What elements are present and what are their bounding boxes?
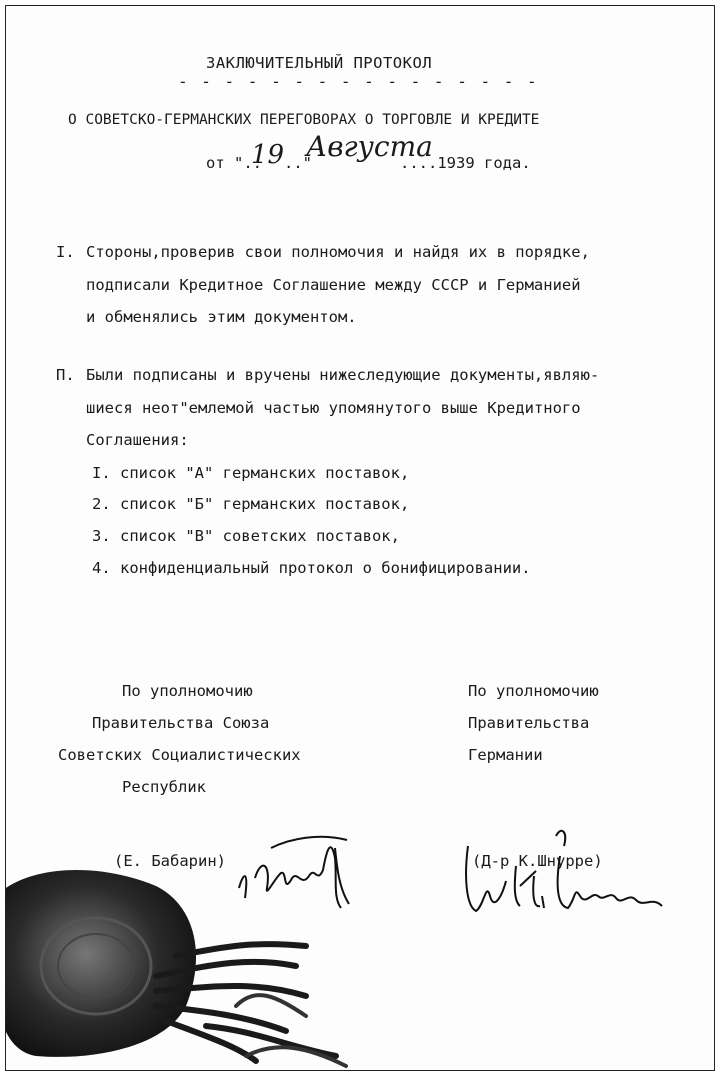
item1-line: подписали Кредитное Соглашение между СССР и Германией: [86, 276, 581, 294]
item2-line: Были подписаны и вручены нижеследующие документы,являю-: [86, 366, 600, 384]
right-signature: [456, 826, 676, 926]
document-subtitle: О СОВЕТСКО-ГЕРМАНСКИХ ПЕРЕГОВОРАХ О ТОРГОВЛЕ И КРЕДИТЕ: [68, 112, 540, 128]
wax-seal-image: [6, 856, 366, 1070]
left-signatory-name: (Е. Бабарин): [114, 852, 226, 870]
date-prefix: от "..: [206, 154, 262, 172]
right-signatory-line: По уполномочию: [468, 682, 599, 700]
subitem: 4. конфиденциальный протокол о бонифицировании.: [92, 559, 531, 577]
item2-line: Соглашения:: [86, 431, 189, 449]
item2-number: П.: [56, 366, 75, 384]
document-page: [5, 5, 715, 1071]
date-suffix: ....1939 года.: [400, 154, 531, 172]
item2-line: шиеся неот"емлемой частью упомянутого выше Кредитного: [86, 399, 581, 417]
item1-line: Стороны,проверив свои полномочия и найдя их в порядке,: [86, 243, 590, 261]
left-signatory-line: Республик: [122, 778, 206, 796]
right-signatory-name: (Д-р К.Шнурре): [472, 852, 603, 870]
item1-number: I.: [56, 243, 75, 261]
subitem: I. список "А" германских поставок,: [92, 464, 410, 482]
subitem: 3. список "В" советских поставок,: [92, 527, 400, 545]
date-day-handwritten: 19: [251, 140, 285, 170]
date-mid: ..": [284, 154, 312, 172]
right-signatory-line: Правительства: [468, 714, 590, 732]
right-signatory-line: Германии: [468, 746, 543, 764]
subitem: 2. список "Б" германских поставок,: [92, 495, 410, 513]
left-signatory-line: Советских Социалистических: [58, 746, 301, 764]
item1-line: и обменялись этим документом.: [86, 308, 357, 326]
document-title: ЗАКЛЮЧИТЕЛЬНЫЙ ПРОТОКОЛ: [206, 54, 433, 72]
date-month-handwritten: Августа: [306, 130, 433, 163]
left-signatory-line: По уполномочию: [122, 682, 253, 700]
left-signatory-line: Правительства Союза: [92, 714, 270, 732]
title-underline: - - - - - - - - - - - - - - - -: [178, 72, 539, 91]
